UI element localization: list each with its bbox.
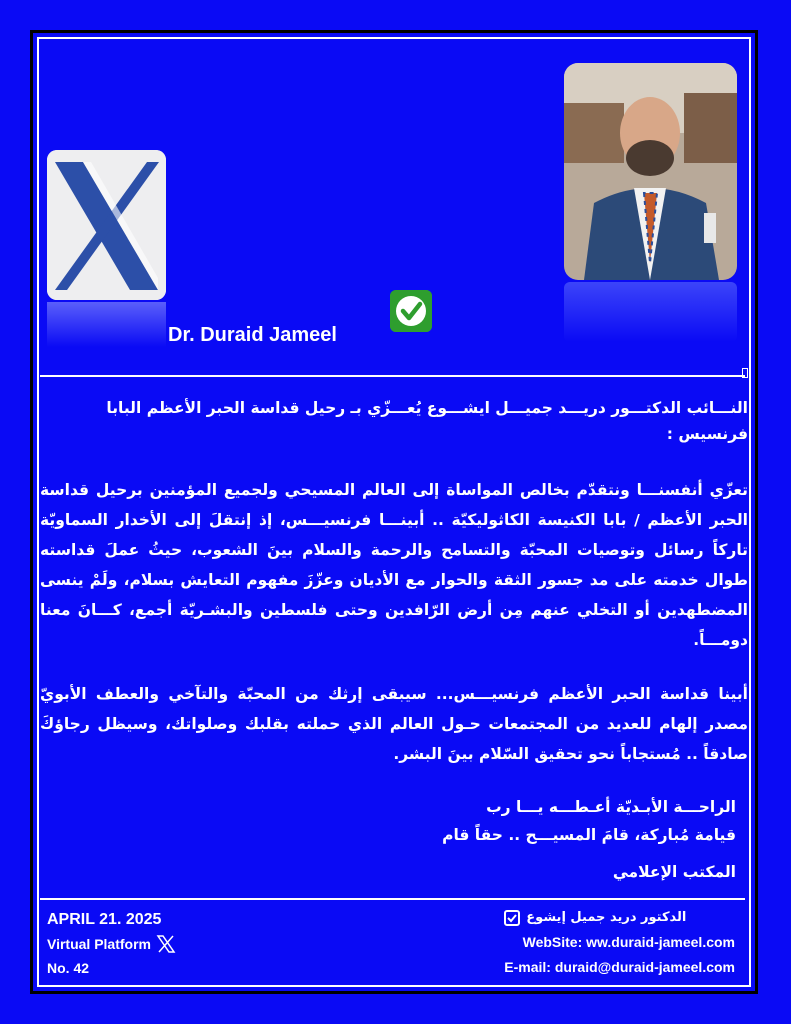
publication-date: APRIL 21. 2025	[47, 911, 162, 928]
check-mark-icon	[390, 290, 432, 332]
closing-line-1: الراحـــة الأبـديّة أعـطـــه يـــا رب	[486, 798, 736, 816]
x-logo-icon	[47, 150, 166, 300]
arabic-name: الدكتور دريد جميل إيشوع	[526, 910, 687, 925]
arabic-name-line	[504, 906, 735, 930]
statement-heading: النـــائب الدكتـــور دريـــد جميـــل ايشـــوع يُعـــزّي بـ رحيل قداسة الحبر الأعظم البابا فرنسيس :	[106, 399, 748, 443]
header-divider	[40, 375, 745, 377]
checkbox-icon	[504, 910, 520, 926]
footer-right	[504, 906, 735, 980]
issue-number: No. 42	[47, 960, 90, 976]
divider-end-marker	[742, 368, 748, 378]
email-link[interactable]: E-mail: duraid@duraid-jameel.com	[504, 959, 735, 975]
footer-left	[47, 908, 176, 980]
website-link[interactable]: WebSite: ww.duraid-jameel.com	[522, 934, 735, 950]
x-icon	[156, 935, 176, 953]
footer-divider	[40, 898, 745, 900]
platform-line	[47, 932, 176, 956]
statement-paragraph-1: تعزّي أنفسنـــا ونتقدّم بخالص المواساة إلى العالم المسيحي ولجميع المؤمنين برحيل قداسة الحبر الأعظم / بابا الكنيسة الكاثوليكيّة .. أبينـــا فرنسيـــس، إذ إنتقلَ إلى الأخدار السماويّة تاركاً رسائل وتوصيات المحبّة والتسامح والرحمة والسلام بينَ الشعوب، حيثُ عملَ قداسته طوال خدمته على مد جسور الثقة والحوار مع الأديان وعزّزَ مفهوم التعايش بسلام، ولَمْ ينسى المضطهدين أو التخلي عنهم مِن أرض الرّافدين وحتى فلسطين والبشـريّة أجمع، كـــانَ معنا دومـــاً.	[40, 481, 748, 649]
platform-label: Virtual Platform	[47, 936, 151, 952]
x-logo-reflection	[47, 302, 166, 347]
closing-line-2: قيامة مُباركة، قامَ المسيـــح .. حقاً قام	[442, 826, 736, 844]
statement-paragraph-2: أبينا قداسة الحبر الأعظم فرنسيـــس... سيبقى إرثك من المحبّة والتآخي والعطف الأبويّ مصدر إلهام للعديد من المجتمعات حـول العالم الذي حملته بقلبك وصلواتك، وسيظل رجاؤكَ صادقاً .. مُستجاباً نحو تحقيق السّلام بينَ البشر.	[40, 685, 748, 763]
portrait-photo	[564, 63, 737, 280]
media-office-signature: المكتب الإعلامي	[612, 863, 736, 881]
portrait-reflection	[564, 282, 737, 342]
author-name: Dr. Duraid Jameel	[168, 324, 337, 346]
statement-body	[40, 395, 748, 881]
